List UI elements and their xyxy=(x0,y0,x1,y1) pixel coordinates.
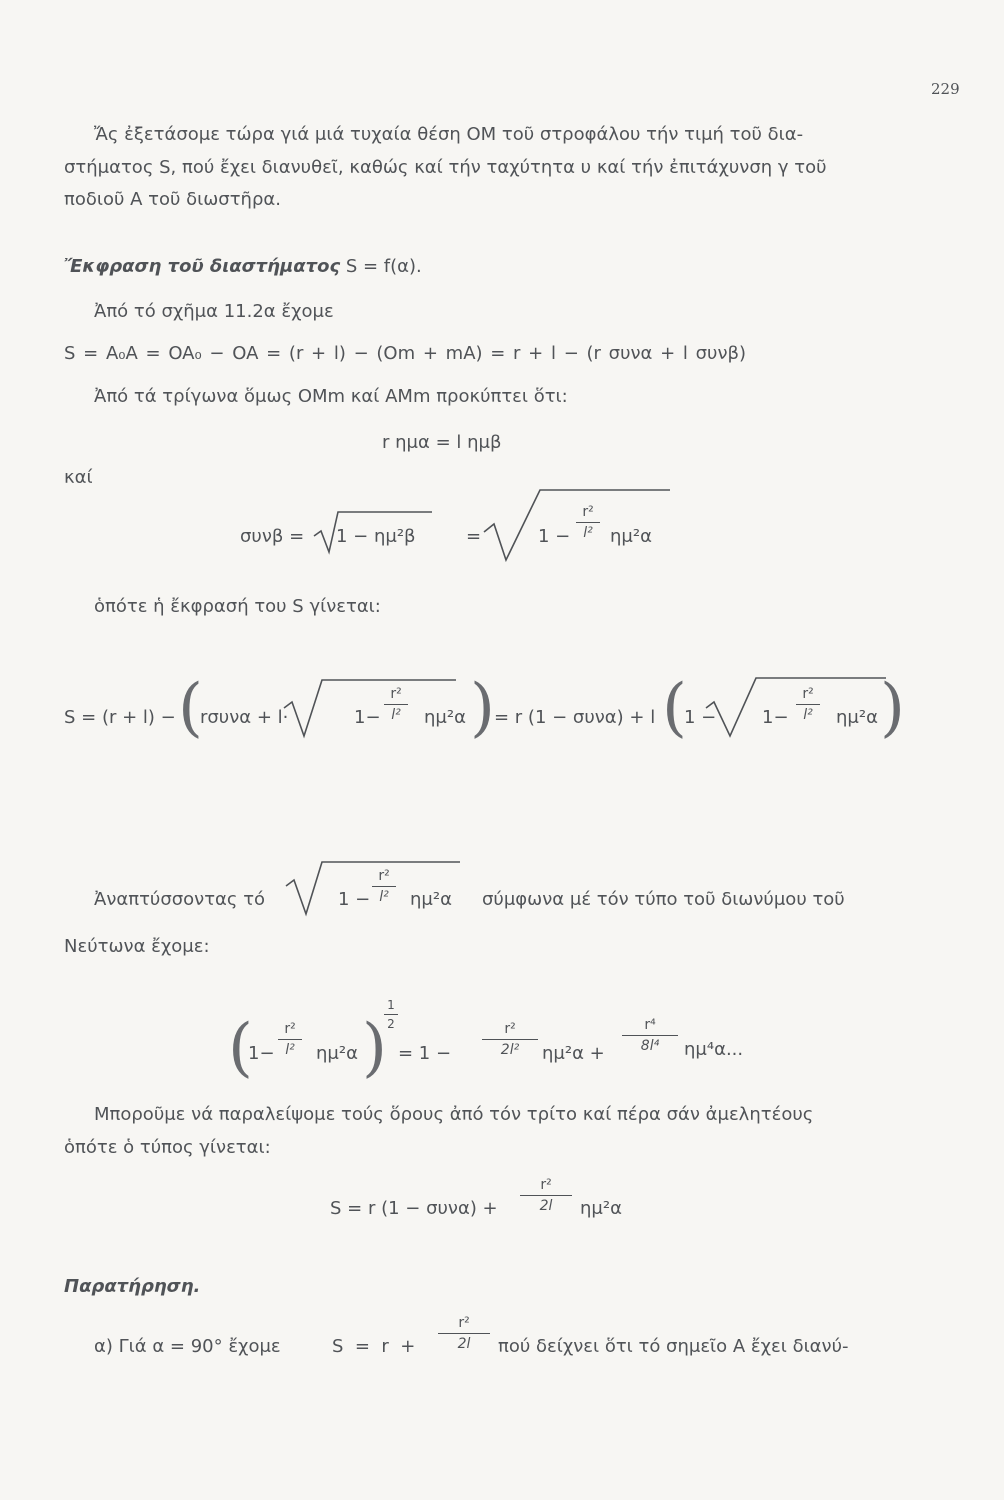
eq5-eq: = 1 − xyxy=(398,1043,452,1064)
right-paren: ) xyxy=(880,671,905,745)
fraction-numerator: r² xyxy=(390,686,402,702)
fraction-numerator: r⁴ xyxy=(644,1017,656,1033)
fraction-denominator: l² xyxy=(583,525,593,541)
section-heading-italic: Ἔκφραση τοῦ διαστήματος xyxy=(64,256,341,277)
paragraph-line: ποδιοῦ Α τοῦ διωστῆρα. xyxy=(64,189,281,210)
text-line: Νεύτωνα ἔχομε: xyxy=(64,936,210,957)
fraction-denominator: 2l xyxy=(539,1198,553,1214)
sqrt-sign xyxy=(484,490,670,560)
eq4-one: 1− xyxy=(354,707,381,728)
fraction-numerator: r² xyxy=(802,686,814,702)
eq4-tail: ημ²α xyxy=(424,707,466,728)
eq3-lhs: συνβ = xyxy=(240,526,305,547)
equation-2: r ημα = l ημβ xyxy=(382,432,502,453)
text-line: σύμφωνα μέ τόν τύπο τοῦ διωνύμου τοῦ xyxy=(482,889,845,910)
left-paren: ( xyxy=(228,1011,253,1085)
observation-text: πού δείχνει ὅτι τό σημεῖο Α ἔχει διανύ- xyxy=(498,1336,849,1357)
observation-equation: S = r + xyxy=(332,1336,416,1357)
eq6-tail: ημ²α xyxy=(580,1198,622,1219)
paragraph-line: ὁπότε ὁ τύπος γίνεται: xyxy=(64,1137,271,1158)
eq4-mid: = r (1 − συνα) + l xyxy=(494,707,656,728)
eq5-tail: ημ²α xyxy=(316,1043,358,1064)
fraction-numerator: 1 xyxy=(387,998,395,1012)
sqrt-sign xyxy=(286,862,460,914)
fraction-denominator: l² xyxy=(391,707,401,723)
observation-text: α) Γιά α = 90° ἔχομε xyxy=(94,1336,281,1357)
left-paren: ( xyxy=(178,671,203,745)
fraction-numerator: r² xyxy=(284,1021,296,1037)
paragraph-line: Ἄς ἐξετάσομε τώρα γιά μιά τυχαία θέση ΟΜ τοῦ στροφάλου τήν τιμή τοῦ δια- xyxy=(94,124,804,145)
eq4-lhs: S = (r + l) − xyxy=(64,707,176,728)
fraction-numerator: r² xyxy=(378,868,390,884)
eq3-equals: = xyxy=(466,526,482,547)
left-paren: ( xyxy=(662,671,687,745)
fraction-denominator: 2 xyxy=(387,1017,395,1031)
fraction-numerator: r² xyxy=(582,504,594,520)
expand-one: 1 − xyxy=(338,889,371,910)
right-paren: ) xyxy=(470,671,495,745)
observation-heading: Παρατήρηση. xyxy=(64,1276,201,1297)
fraction-denominator: l² xyxy=(379,889,389,905)
eq3-radicand: 1 − ημ²β xyxy=(336,526,416,547)
text-line: ὁπότε ἡ ἔκφρασή του S γίνεται: xyxy=(94,596,381,617)
eq3-tail: ημ²α xyxy=(610,526,652,547)
paragraph-line: στήματος S, πού ἔχει διανυθεῖ, καθώς καί τήν ταχύτητα υ καί τήν ἐπιτάχυνση γ τοῦ xyxy=(64,157,827,178)
eq4-one3: 1− xyxy=(762,707,789,728)
fraction-numerator: r² xyxy=(504,1021,516,1037)
text-kai: καί xyxy=(64,467,93,488)
sqrt-sign xyxy=(314,512,432,552)
eq4-one2: 1 − xyxy=(684,707,717,728)
eq4-inner: rσυνα + l· xyxy=(200,707,289,728)
right-paren: ) xyxy=(362,1011,387,1085)
sqrt-sign xyxy=(284,680,456,736)
eq5-tail3: ημ⁴α... xyxy=(684,1039,744,1060)
eq6-lhs: S = r (1 − συνα) + xyxy=(330,1198,498,1219)
text-line: Ἀπό τό σχῆμα 11.2α ἔχομε xyxy=(94,301,334,322)
expand-tail: ημ²α xyxy=(410,889,452,910)
fraction-numerator: r² xyxy=(540,1177,552,1193)
sqrt-sign xyxy=(706,678,886,736)
eq5-mid: ημ²α + xyxy=(542,1043,605,1064)
fraction-denominator: 2l² xyxy=(500,1042,520,1058)
eq3-one: 1 − xyxy=(538,526,571,547)
section-heading-formula: S = f(α). xyxy=(345,256,422,277)
fraction-denominator: 2l xyxy=(457,1336,471,1352)
page-number: 229 xyxy=(931,80,960,98)
fraction-denominator: 8l⁴ xyxy=(640,1038,660,1054)
paragraph-line: Μποροῦμε νά παραλείψομε τούς ὅρους ἀπό τόν τρίτο καί πέρα σάν ἀμελητέους xyxy=(94,1104,814,1125)
equation-1: S = A₀A = OA₀ − OA = (r + l) − (Om + mA) = r + l − (r συνα + l συνβ) xyxy=(64,343,747,364)
eq5-one: 1− xyxy=(248,1043,275,1064)
fraction-denominator: l² xyxy=(285,1042,295,1058)
fraction-denominator: l² xyxy=(803,707,813,723)
eq4-tail2: ημ²α xyxy=(836,707,878,728)
text-line: Ἀναπτύσσοντας τό xyxy=(94,889,266,910)
text-line: Ἀπό τά τρίγωνα ὅμως ΟΜm καί ΑΜm προκύπτει ὅτι: xyxy=(94,386,568,407)
fraction-numerator: r² xyxy=(458,1315,470,1331)
